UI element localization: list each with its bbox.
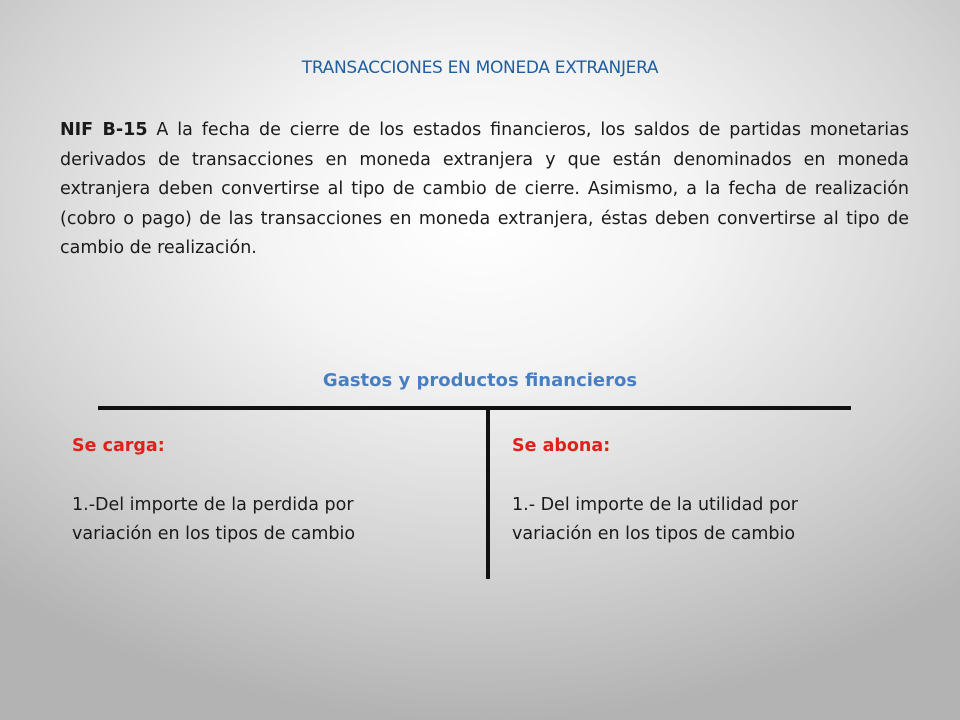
debit-heading: Se carga: — [72, 436, 165, 456]
t-account-horizontal-line — [98, 406, 851, 410]
credit-column — [512, 432, 872, 550]
credit-heading: Se abona: — [512, 436, 611, 456]
debit-column — [72, 432, 432, 550]
debit-text: 1.-Del importe de la perdida por variación en los tipos de cambio — [72, 494, 356, 544]
t-account-title: Gastos y productos financieros — [322, 370, 638, 391]
t-account-vertical-line — [486, 408, 490, 579]
slide-title: TRANSACCIONES EN MONEDA EXTRANJERA — [301, 58, 659, 78]
nif-reference: NIF B-15 — [60, 120, 148, 140]
credit-text: 1.- Del importe de la utilidad por variación en los tipos de cambio — [512, 494, 798, 544]
nif-paragraph — [60, 116, 909, 264]
paragraph-body: A la fecha de cierre de los estados financieros, los saldos de partidas monetarias derivados de transacciones en moneda extranjera y que están denominados en moneda extranjera deben convertirse al tipo de cambio de cierre. Asimismo, a la fecha de realización (cobro o pago) de las transacciones en moneda extranjera, éstas deben convertirse al tipo de cambio de realización. — [60, 120, 909, 258]
